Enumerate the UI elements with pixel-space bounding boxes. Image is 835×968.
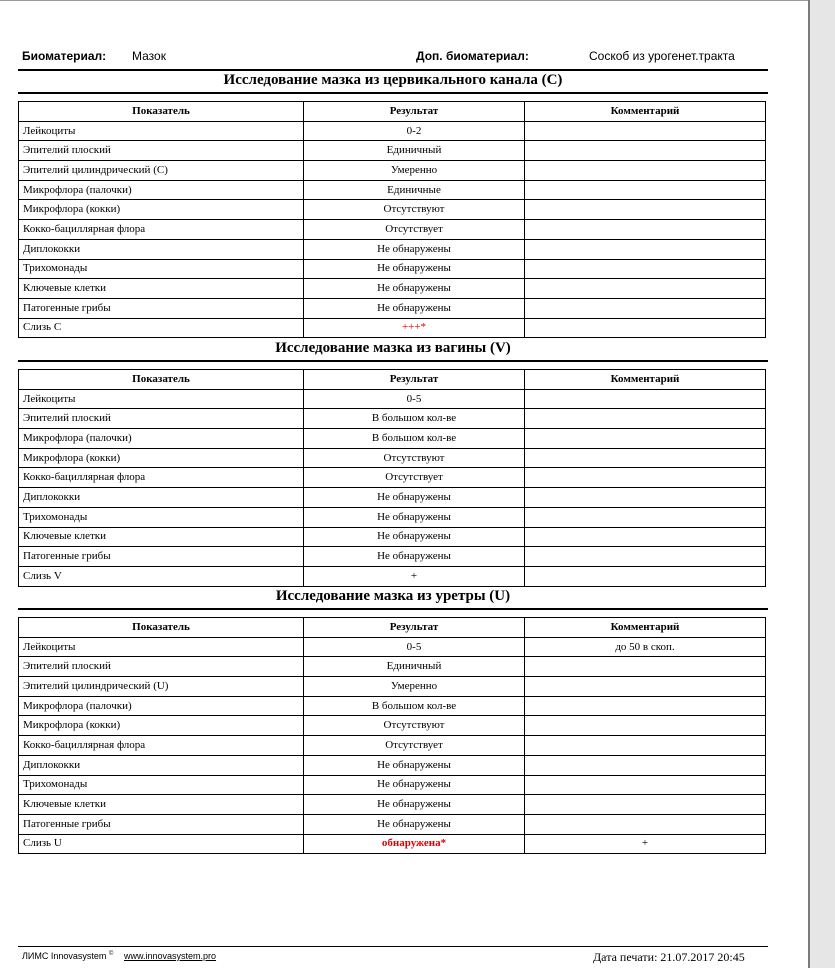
indicator-cell: Патогенные грибы (19, 547, 304, 567)
result-cell: Отсутствует (304, 220, 525, 240)
indicator-cell: Микрофлора (кокки) (19, 448, 304, 468)
table-row (19, 566, 766, 586)
col-header-indicator: Показатель (19, 102, 304, 122)
result-cell: Умеренно (304, 161, 525, 181)
indicator-cell: Ключевые клетки (19, 795, 304, 815)
table-row (19, 259, 766, 279)
comment-cell: + (525, 834, 766, 854)
comment-cell (525, 121, 766, 141)
indicator-cell: Слизь U (19, 834, 304, 854)
indicator-cell: Ключевые клетки (19, 279, 304, 299)
comment-cell (525, 795, 766, 815)
comment-cell (525, 161, 766, 181)
biomaterial-label: Биоматериал: (22, 49, 107, 63)
comment-cell (525, 429, 766, 449)
indicator-cell: Трихомонады (19, 259, 304, 279)
result-cell: Отсутствуют (304, 716, 525, 736)
comment-cell (525, 389, 766, 409)
comment-cell (525, 200, 766, 220)
comment-cell (525, 409, 766, 429)
comment-cell (525, 566, 766, 586)
indicator-cell: Микрофлора (кокки) (19, 200, 304, 220)
indicator-cell: Трихомонады (19, 775, 304, 795)
result-cell: Не обнаружены (304, 547, 525, 567)
table-row (19, 121, 766, 141)
table-row (19, 298, 766, 318)
indicator-cell: Патогенные грибы (19, 814, 304, 834)
viewer-scroll-gutter[interactable] (808, 0, 835, 968)
table-row (19, 657, 766, 677)
comment-cell (525, 239, 766, 259)
indicator-cell: Патогенные грибы (19, 298, 304, 318)
table-header-row (19, 370, 766, 390)
results-table-cervical (18, 101, 766, 338)
indicator-cell: Эпителий плоский (19, 141, 304, 161)
result-cell: Умеренно (304, 677, 525, 697)
comment-cell (525, 298, 766, 318)
col-header-indicator: Показатель (19, 618, 304, 638)
result-cell: Отсутствуют (304, 200, 525, 220)
result-cell: Единичный (304, 141, 525, 161)
table-row (19, 318, 766, 338)
section-title-cervical: Исследование мазка из цервикального канала (C) (223, 72, 563, 88)
table-row (19, 736, 766, 756)
extra-biomaterial-value: Соскоб из урогенет.тракта (589, 49, 735, 63)
indicator-cell: Слизь V (19, 566, 304, 586)
indicator-cell: Диплококки (19, 755, 304, 775)
result-cell: Не обнаружены (304, 795, 525, 815)
comment-cell (525, 755, 766, 775)
result-cell: Единичные (304, 180, 525, 200)
report-footer (22, 951, 768, 965)
section-rule-top (18, 69, 768, 71)
comment-cell (525, 736, 766, 756)
table-row (19, 448, 766, 468)
comment-cell (525, 180, 766, 200)
comment-cell (525, 677, 766, 697)
comment-cell (525, 547, 766, 567)
table-row (19, 814, 766, 834)
result-cell: В большом кол-ве (304, 696, 525, 716)
indicator-cell: Эпителий плоский (19, 409, 304, 429)
comment-cell (525, 318, 766, 338)
result-cell: В большом кол-ве (304, 429, 525, 449)
comment-cell (525, 141, 766, 161)
table-row (19, 141, 766, 161)
result-cell: Не обнаружены (304, 259, 525, 279)
footer-rule (18, 946, 768, 947)
result-cell: Не обнаружены (304, 279, 525, 299)
result-cell: Не обнаружены (304, 298, 525, 318)
table-row (19, 547, 766, 567)
section-rule-bottom (18, 608, 768, 610)
indicator-cell: Диплококки (19, 239, 304, 259)
comment-cell (525, 696, 766, 716)
col-header-result: Результат (304, 102, 525, 122)
comment-cell (525, 279, 766, 299)
result-cell: 0-2 (304, 121, 525, 141)
table-row (19, 795, 766, 815)
indicator-cell: Слизь C (19, 318, 304, 338)
comment-cell (525, 488, 766, 508)
footer-website-link[interactable]: www.innovasystem.pro (124, 951, 217, 961)
table-row (19, 409, 766, 429)
table-row (19, 507, 766, 527)
result-cell: Единичный (304, 657, 525, 677)
result-cell: Отсутствуют (304, 448, 525, 468)
section-title-urethral: Исследование мазка из уретры (U) (275, 588, 511, 604)
table-row (19, 488, 766, 508)
result-cell: Не обнаружены (304, 239, 525, 259)
col-header-result: Результат (304, 370, 525, 390)
table-row (19, 220, 766, 240)
result-cell: Отсутствует (304, 736, 525, 756)
result-cell: Не обнаружены (304, 527, 525, 547)
table-row (19, 677, 766, 697)
comment-cell (525, 220, 766, 240)
table-row (19, 429, 766, 449)
table-row (19, 279, 766, 299)
result-cell: Не обнаружены (304, 814, 525, 834)
table-row (19, 775, 766, 795)
result-cell: +++* (304, 318, 525, 338)
indicator-cell: Трихомонады (19, 507, 304, 527)
table-row (19, 527, 766, 547)
comment-cell (525, 814, 766, 834)
results-table-vaginal (18, 369, 766, 587)
result-cell: В большом кол-ве (304, 409, 525, 429)
extra-biomaterial-label: Доп. биоматериал: (416, 49, 529, 63)
indicator-cell: Микрофлора (палочки) (19, 429, 304, 449)
col-header-comment: Комментарий (525, 370, 766, 390)
indicator-cell: Ключевые клетки (19, 527, 304, 547)
table-row (19, 834, 766, 854)
table-header-row (19, 618, 766, 638)
table-row (19, 239, 766, 259)
copyright-mark: © (108, 951, 114, 957)
section-rule-bottom (18, 360, 768, 362)
comment-cell: до 50 в скоп. (525, 637, 766, 657)
col-header-indicator: Показатель (19, 370, 304, 390)
comment-cell (525, 259, 766, 279)
comment-cell (525, 507, 766, 527)
table-row (19, 637, 766, 657)
indicator-cell: Микрофлора (палочки) (19, 180, 304, 200)
col-header-result: Результат (304, 618, 525, 638)
indicator-cell: Диплококки (19, 488, 304, 508)
table-row (19, 468, 766, 488)
result-cell: обнаружена* (304, 834, 525, 854)
comment-cell (525, 775, 766, 795)
result-cell: Отсутствует (304, 468, 525, 488)
table-row (19, 161, 766, 181)
table-row (19, 180, 766, 200)
indicator-cell: Лейкоциты (19, 121, 304, 141)
section-rule-bottom (18, 92, 768, 94)
result-cell: Не обнаружены (304, 507, 525, 527)
indicator-cell: Лейкоциты (19, 637, 304, 657)
comment-cell (525, 468, 766, 488)
table-row (19, 755, 766, 775)
table-row (19, 389, 766, 409)
indicator-cell: Микрофлора (палочки) (19, 696, 304, 716)
col-header-comment: Комментарий (525, 618, 766, 638)
indicator-cell: Кокко-бациллярная флора (19, 468, 304, 488)
comment-cell (525, 527, 766, 547)
result-cell: 0-5 (304, 637, 525, 657)
indicator-cell: Эпителий цилиндрический (C) (19, 161, 304, 181)
report-header (22, 49, 768, 65)
footer-brand-text: ЛИМС Innovasystem (22, 951, 107, 961)
result-cell: Не обнаружены (304, 755, 525, 775)
result-cell: Не обнаружены (304, 775, 525, 795)
indicator-cell: Микрофлора (кокки) (19, 716, 304, 736)
footer-brand (22, 951, 113, 961)
indicator-cell: Лейкоциты (19, 389, 304, 409)
comment-cell (525, 716, 766, 736)
results-table-urethral (18, 617, 766, 854)
result-cell: Не обнаружены (304, 488, 525, 508)
comment-cell (525, 448, 766, 468)
result-cell: 0-5 (304, 389, 525, 409)
indicator-cell: Эпителий цилиндрический (U) (19, 677, 304, 697)
biomaterial-value: Мазок (132, 49, 166, 63)
table-header-row (19, 102, 766, 122)
comment-cell (525, 657, 766, 677)
section-title-vaginal: Исследование мазка из вагины (V) (275, 340, 511, 356)
indicator-cell: Эпителий плоский (19, 657, 304, 677)
print-date: Дата печати: 21.07.2017 20:45 (593, 950, 745, 964)
indicator-cell: Кокко-бациллярная флора (19, 736, 304, 756)
table-row (19, 696, 766, 716)
table-row (19, 200, 766, 220)
table-row (19, 716, 766, 736)
result-cell: + (304, 566, 525, 586)
col-header-comment: Комментарий (525, 102, 766, 122)
indicator-cell: Кокко-бациллярная флора (19, 220, 304, 240)
